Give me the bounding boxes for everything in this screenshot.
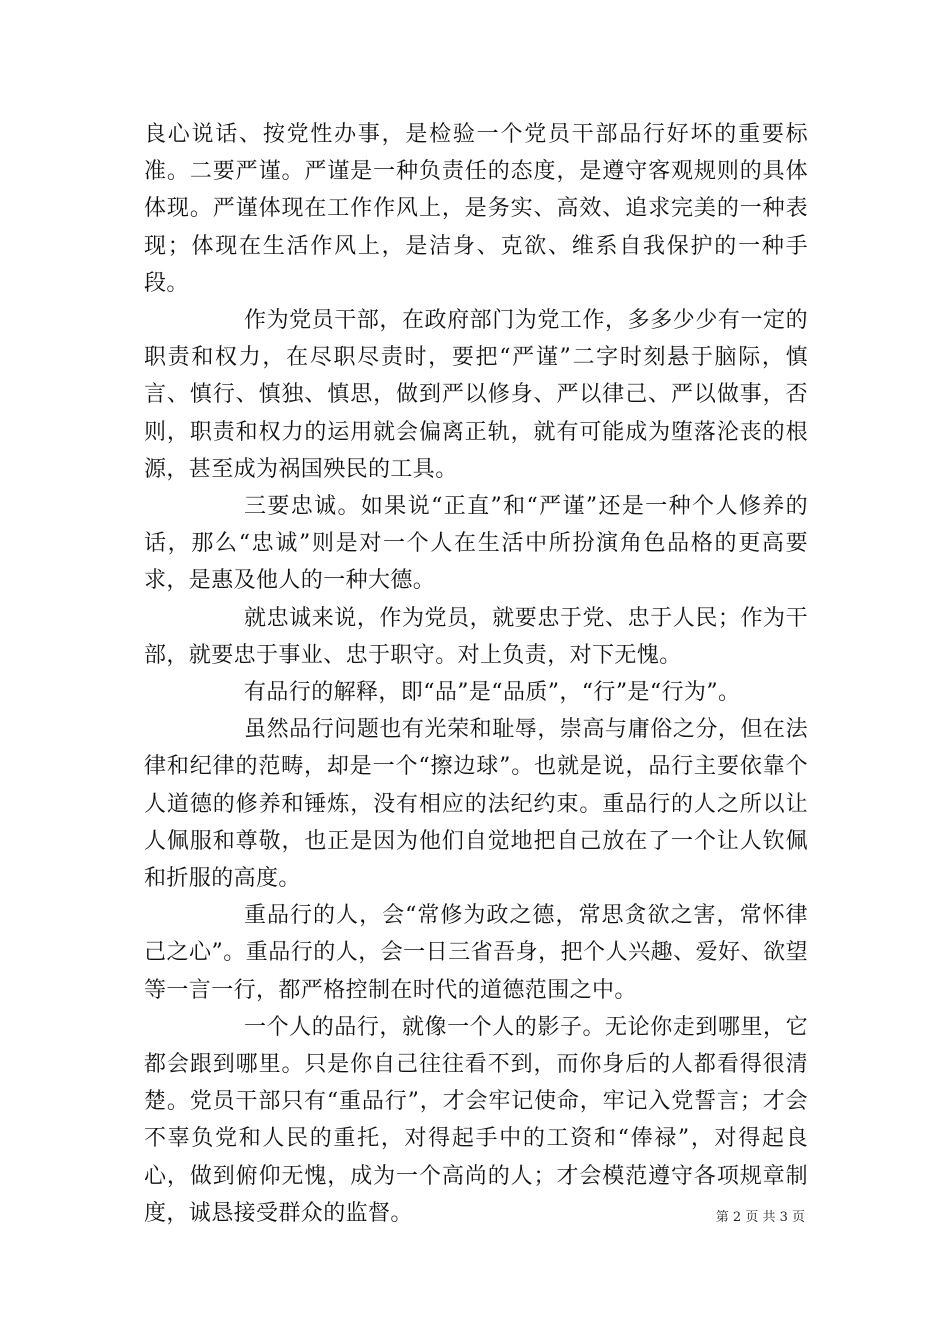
- paragraph-3: 三要忠诚。如果说“正直”和“严谨”还是一种个人修养的话，那么“忠诚”则是对一个人在生活中所扮演角色品格的更高要求，是惠及他人的一种大德。: [144, 494, 808, 594]
- paragraph-8: 一个人的品行，就像一个人的影子。无论你走到哪里，它都会跟到哪里。只是你自己往往看不到，而你身后的人都看得很清楚。党员干部只有“重品行”，才会牢记使命，牢记入党誓言；才会不辜负党和人民的重托，对得起手中的工资和“俸禄”，对得起良心，做到俯仰无愧，成为一个高尚的人；才会模范遵守各项规章制度，诚恳接受群众的监督。: [144, 1014, 808, 1226]
- paragraph-1: 良心说话、按党性办事，是检验一个党员干部品行好坏的重要标准。二要严谨。严谨是一种负责任的态度，是遵守客观规则的具体体现。严谨体现在工作作风上，是务实、高效、追求完美的一种表现；体现在生活作风上，是洁身、克欲、维系自我保护的一种手段。: [144, 122, 808, 296]
- document-body: [144, 116, 808, 1232]
- paragraph-2: 作为党员干部，在政府部门为党工作，多多少少有一定的职责和权力，在尽职尽责时，要把“严谨”二字时刻悬于脑际，慎言、慎行、慎独、慎思，做到严以修身、严以律己、严以做事，否则，职责和权力的运用就会偏离正轨，就有可能成为堕落沦丧的根源，甚至成为祸国殃民的工具。: [144, 308, 808, 482]
- paragraph-6: 虽然品行问题也有光荣和耻辱，崇高与庸俗之分，但在法律和纪律的范畴，却是一个“擦边球”。也就是说，品行主要依靠个人道德的修养和锤炼，没有相应的法纪约束。重品行的人之所以让人佩服和尊敬，也正是因为他们自觉地把自己放在了一个让人钦佩和折服的高度。: [144, 717, 808, 892]
- paragraph-4: 就忠诚来说，作为党员，就要忠于党、忠于人民；作为干部，就要忠于事业、忠于职守。对上负责，对下无愧。: [144, 605, 808, 668]
- paragraph-7: 重品行的人，会“常修为政之德，常思贪欲之害，常怀律己之心”。重品行的人，会一日三省吾身，把个人兴趣、爱好、欲望等一言一行，都严格控制在时代的道德范围之中。: [144, 903, 808, 1003]
- page-number-footer: 第 2 页 共 3 页: [715, 1210, 805, 1225]
- paragraph-5: 有品行的解释，即“品”是“品质”，“行”是“行为”。: [244, 680, 741, 706]
